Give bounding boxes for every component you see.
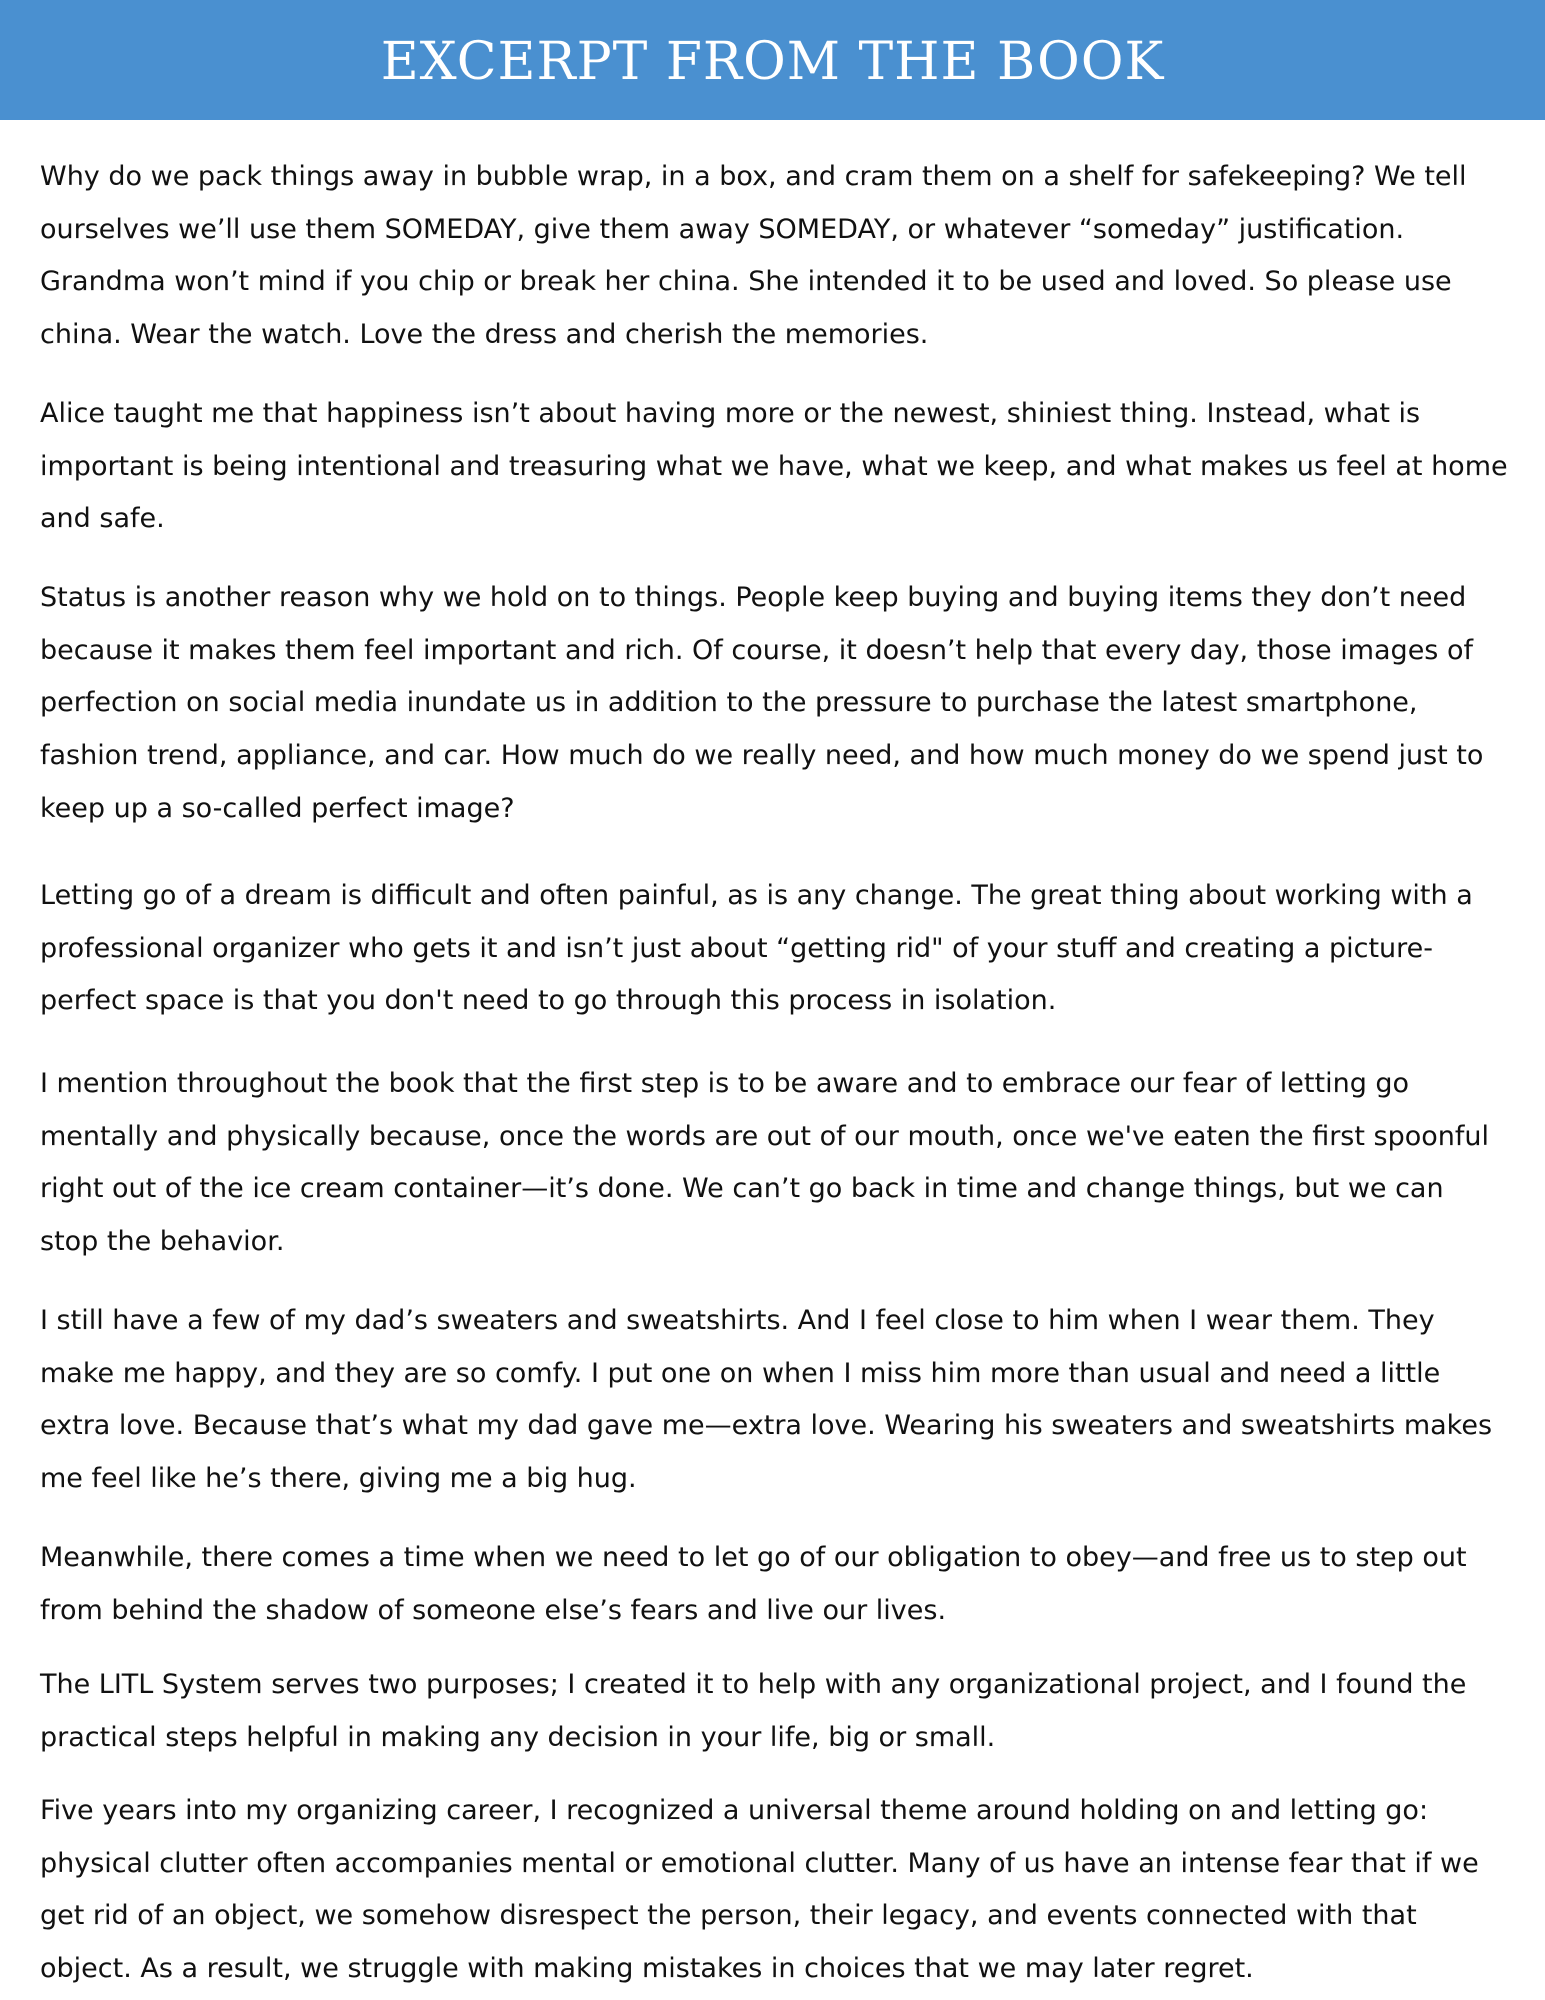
paragraph-3: Status is another reason why we hold on to things. People keep buying and buying items they don’t need because it makes them feel important and rich. Of course, it doesn’t help that every day, those images of perfection on social media inundate us in addition to the pressure to purchase the latest smartphone, fashion trend, appliance, and car. How much do we really need, and how much money do we spend just to keep up a so-called perfect image? xyxy=(40,582,1484,824)
paragraph-5: I mention throughout the book that the first step is to be aware and to embrace our fear of letting go mentally and physically because, once the words are out of our mouth, once we've eaten the first spoonful right out of the ice cream container—it’s done. We can’t go back in time and change things, but we can stop the behavior. xyxy=(40,1068,1490,1258)
paragraph-7: Meanwhile, there comes a time when we need to let go of our obligation to obey—and free us to step out from behind the shadow of someone else’s fears and live our lives. xyxy=(40,1542,1467,1626)
paragraph-9: Five years into my organizing career, I recognized a universal theme around holding on and letting go: physical clutter often accompanies mental or emotional clutter. Many of us have an intense fear that if we get rid of an object, we somehow disrespect the person, their legacy, and events connected with that object. As a result, we struggle with making mistakes in choices that we may later regret. xyxy=(40,1795,1479,1985)
paragraph-8: The LITL System serves two purposes; I created it to help with any organizational project, and I found the practical steps helpful in making any decision in your life, big or small. xyxy=(40,1669,1467,1753)
paragraph-4: Letting go of a dream is difficult and often painful, as is any change. The great thing about working with a professional organizer who gets it and isn’t just about “getting rid" of your stuff and creating a picture-perfect space is that you don't need to go through this process in isolation. xyxy=(40,880,1473,1017)
paragraph-6: I still have a few of my dad’s sweaters and sweatshirts. And I feel close to him when I wear them. They make me happy, and they are so comfy. I put one on when I miss him more than usual and need a little extra love. Because that’s what my dad gave me—extra love. Wearing his sweaters and sweatshirts makes me feel like he’s there, giving me a big hug. xyxy=(40,1305,1493,1495)
header-banner xyxy=(0,0,1545,120)
page-title: EXCERPT FROM THE BOOK xyxy=(380,32,1165,92)
paragraph-1: Why do we pack things away in bubble wrap, in a box, and cram them on a shelf for safekeeping? We tell ourselves we’ll use them SOMEDAY, give them away SOMEDAY, or whatever “someday” justification. Grandma won’t mind if you chip or break her china. She intended it to be used and loved. So please use china. Wear the watch. Love the dress and cherish the memories. xyxy=(40,161,1467,351)
paragraph-2: Alice taught me that happiness isn’t about having more or the newest, shiniest thing. Instead, what is important is being intentional and treasuring what we have, what we keep, and what makes us feel at home and safe. xyxy=(40,398,1508,535)
